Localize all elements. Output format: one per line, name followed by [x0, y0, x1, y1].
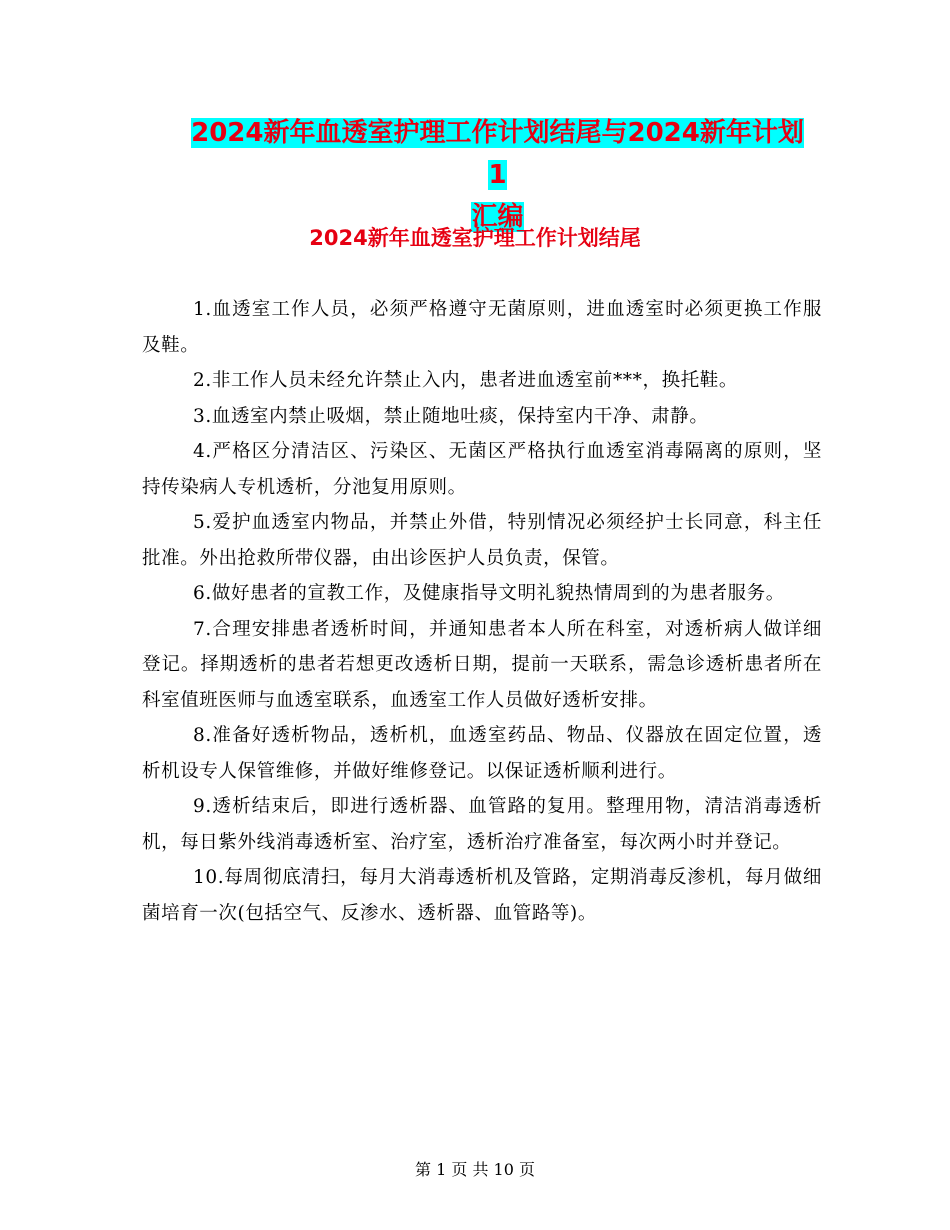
paragraph-6: 6.做好患者的宣教工作，及健康指导文明礼貌热情周到的为患者服务。 — [193, 583, 785, 604]
paragraph-9: 9.透析结束后，即进行透析器、血管路的复用。整理用物，清洁消毒透析机，每日紫外线消毒透析室、治疗室，透析治疗准备室，每次两小时并登记。 — [142, 796, 822, 853]
title-line-1: 2024新年血透室护理工作计划结尾与2024新年计划1 — [191, 118, 804, 190]
paragraph-2: 2.非工作人员未经允许禁止入内，患者进血透室前***，换托鞋。 — [193, 370, 739, 391]
paragraph-4: 4.严格区分清洁区、污染区、无菌区严格执行血透室消毒隔离的原则，坚持传染病人专机透析，分池复用原则。 — [142, 441, 822, 498]
paragraph-5: 5.爱护血透室内物品，并禁止外借，特别情况必须经护士长同意，科主任批准。外出抢救所带仪器，由出诊医护人员负责，保管。 — [142, 512, 822, 569]
page-footer: 第 1 页 共 10 页 — [415, 1160, 535, 1179]
paragraph-1: 1.血透室工作人员，必须严格遵守无菌原则，进血透室时必须更换工作服及鞋。 — [142, 299, 822, 356]
title-line-2: 汇编 — [471, 202, 524, 232]
paragraph-7: 7.合理安排患者透析时间，并通知患者本人所在科室，对透析病人做详细登记。择期透析的患者若想更改透析日期，提前一天联系，需急诊透析患者所在科室值班医师与血透室联系，血透室工作人员做好透析安排。 — [142, 618, 822, 711]
section-title: 2024新年血透室护理工作计划结尾 — [309, 226, 641, 250]
body-text — [142, 292, 822, 931]
paragraph-8: 8.准备好透析物品，透析机，血透室药品、物品、仪器放在固定位置，透析机设专人保管维修，并做好维修登记。以保证透析顺利进行。 — [142, 725, 822, 782]
paragraph-10: 10.每周彻底清扫，每月大消毒透析机及管路，定期消毒反渗机，每月做细菌培育一次(包括空气、反渗水、透析器、血管路等)。 — [142, 867, 822, 924]
paragraph-3: 3.血透室内禁止吸烟，禁止随地吐痰，保持室内干净、肃静。 — [193, 405, 709, 427]
document-title — [185, 112, 810, 238]
